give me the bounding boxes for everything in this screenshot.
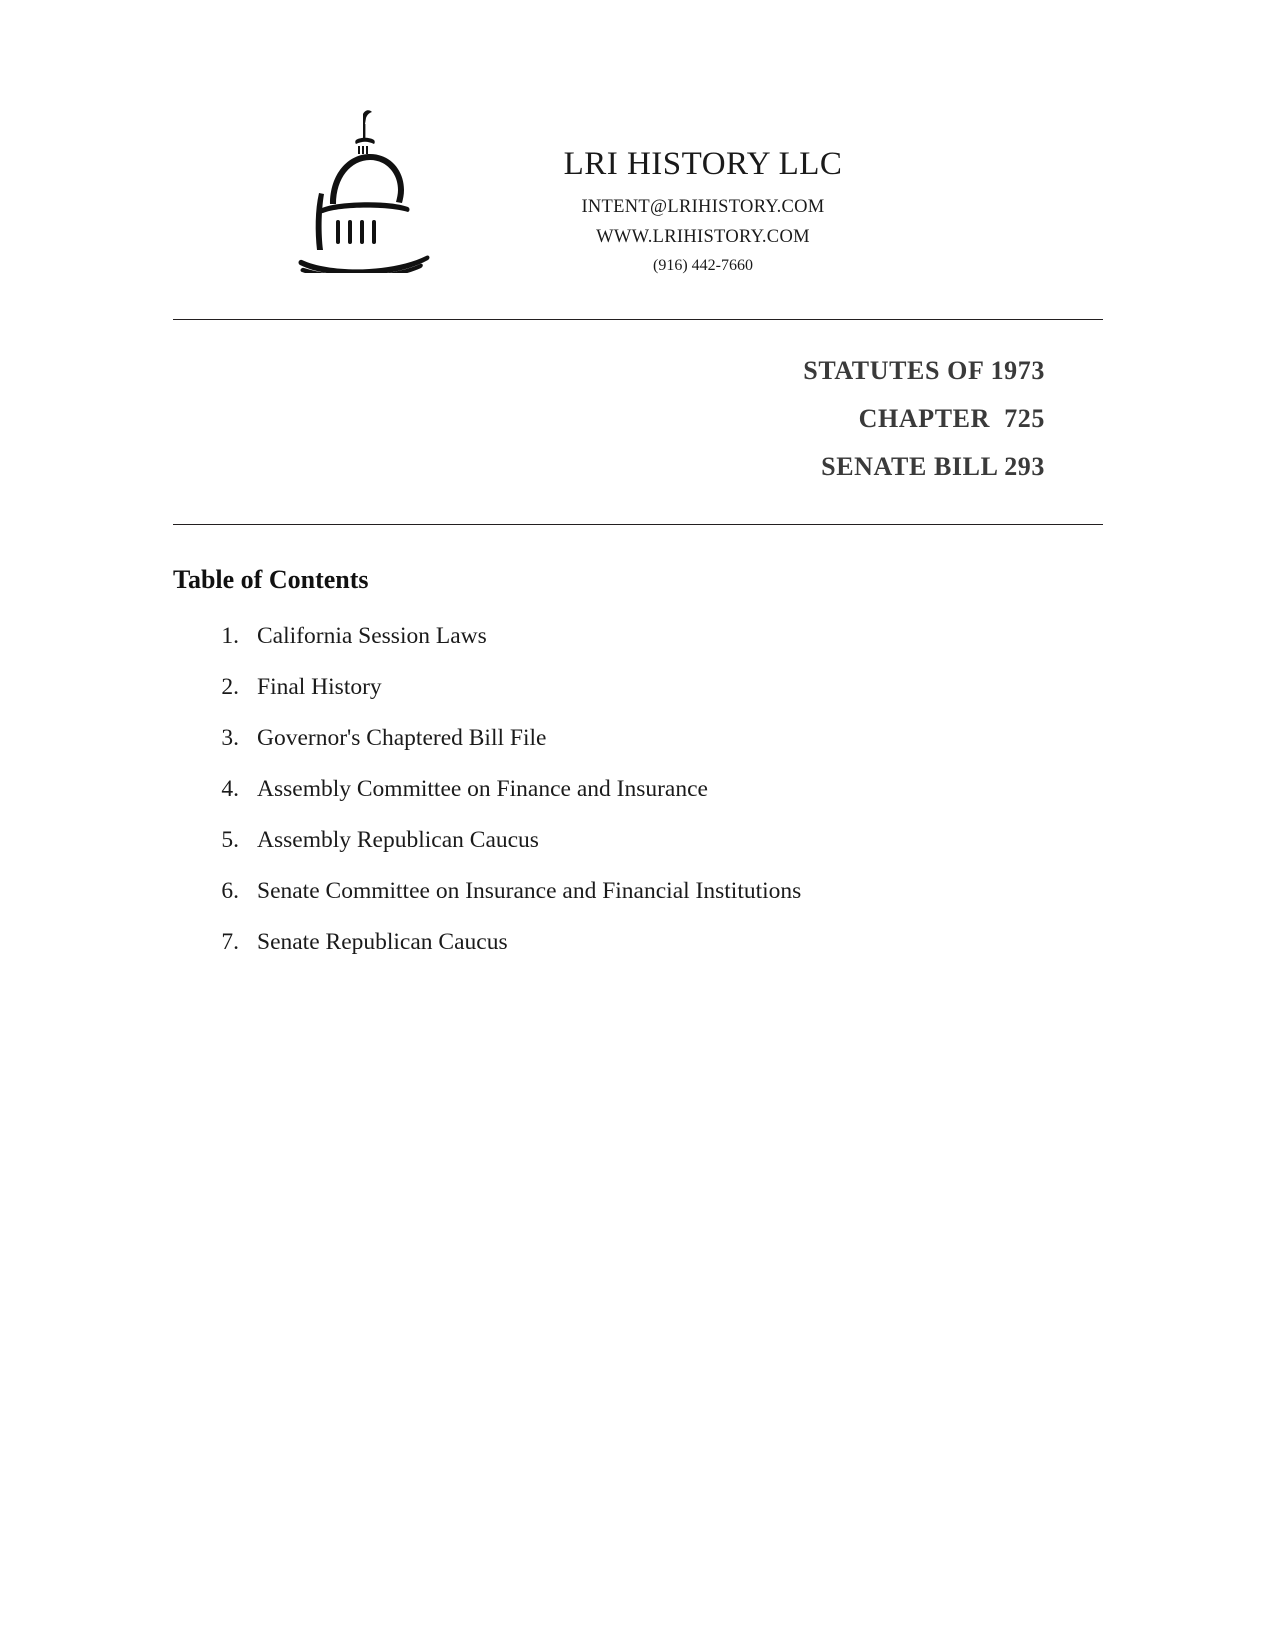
toc-item-label: Final History <box>257 674 382 700</box>
list-item[interactable] <box>197 623 1103 650</box>
list-item[interactable] <box>197 674 1103 701</box>
toc-list <box>173 623 1103 956</box>
list-item[interactable] <box>197 929 1103 956</box>
toc-item-label: Senate Committee on Insurance and Financial Institutions <box>257 878 802 904</box>
organization-info <box>468 108 938 275</box>
toc-item-number: 6. <box>221 878 239 904</box>
toc-heading: Table of Contents <box>173 565 369 594</box>
list-item[interactable] <box>197 878 1103 905</box>
capitol-dome-icon <box>290 108 440 273</box>
toc-item-label: California Session Laws <box>257 623 487 649</box>
document-title-block <box>173 320 1103 482</box>
table-of-contents <box>173 525 1103 956</box>
organization-website: WWW.LRIHISTORY.COM <box>596 227 810 247</box>
organization-name: LRI HISTORY LLC <box>563 146 843 182</box>
toc-item-label: Senate Republican Caucus <box>257 929 508 955</box>
toc-item-number: 2. <box>221 674 239 700</box>
letterhead <box>0 0 1276 275</box>
chapter-line: CHAPTER 725 <box>858 404 1045 433</box>
list-item[interactable] <box>197 776 1103 803</box>
statutes-line: STATUTES OF 1973 <box>803 356 1045 385</box>
toc-item-number: 3. <box>221 725 239 751</box>
bill-line: SENATE BILL 293 <box>821 452 1045 481</box>
organization-phone: (916) 442-7660 <box>653 257 753 274</box>
toc-item-label: Assembly Republican Caucus <box>257 827 539 853</box>
toc-item-label: Assembly Committee on Finance and Insurance <box>257 776 708 802</box>
toc-item-number: 7. <box>221 929 239 955</box>
toc-item-number: 5. <box>221 827 239 853</box>
list-item[interactable] <box>197 725 1103 752</box>
toc-item-label: Governor's Chaptered Bill File <box>257 725 547 751</box>
organization-email: INTENT@LRIHISTORY.COM <box>581 197 825 217</box>
toc-item-number: 4. <box>221 776 239 802</box>
list-item[interactable] <box>197 827 1103 854</box>
toc-item-number: 1. <box>221 623 239 649</box>
